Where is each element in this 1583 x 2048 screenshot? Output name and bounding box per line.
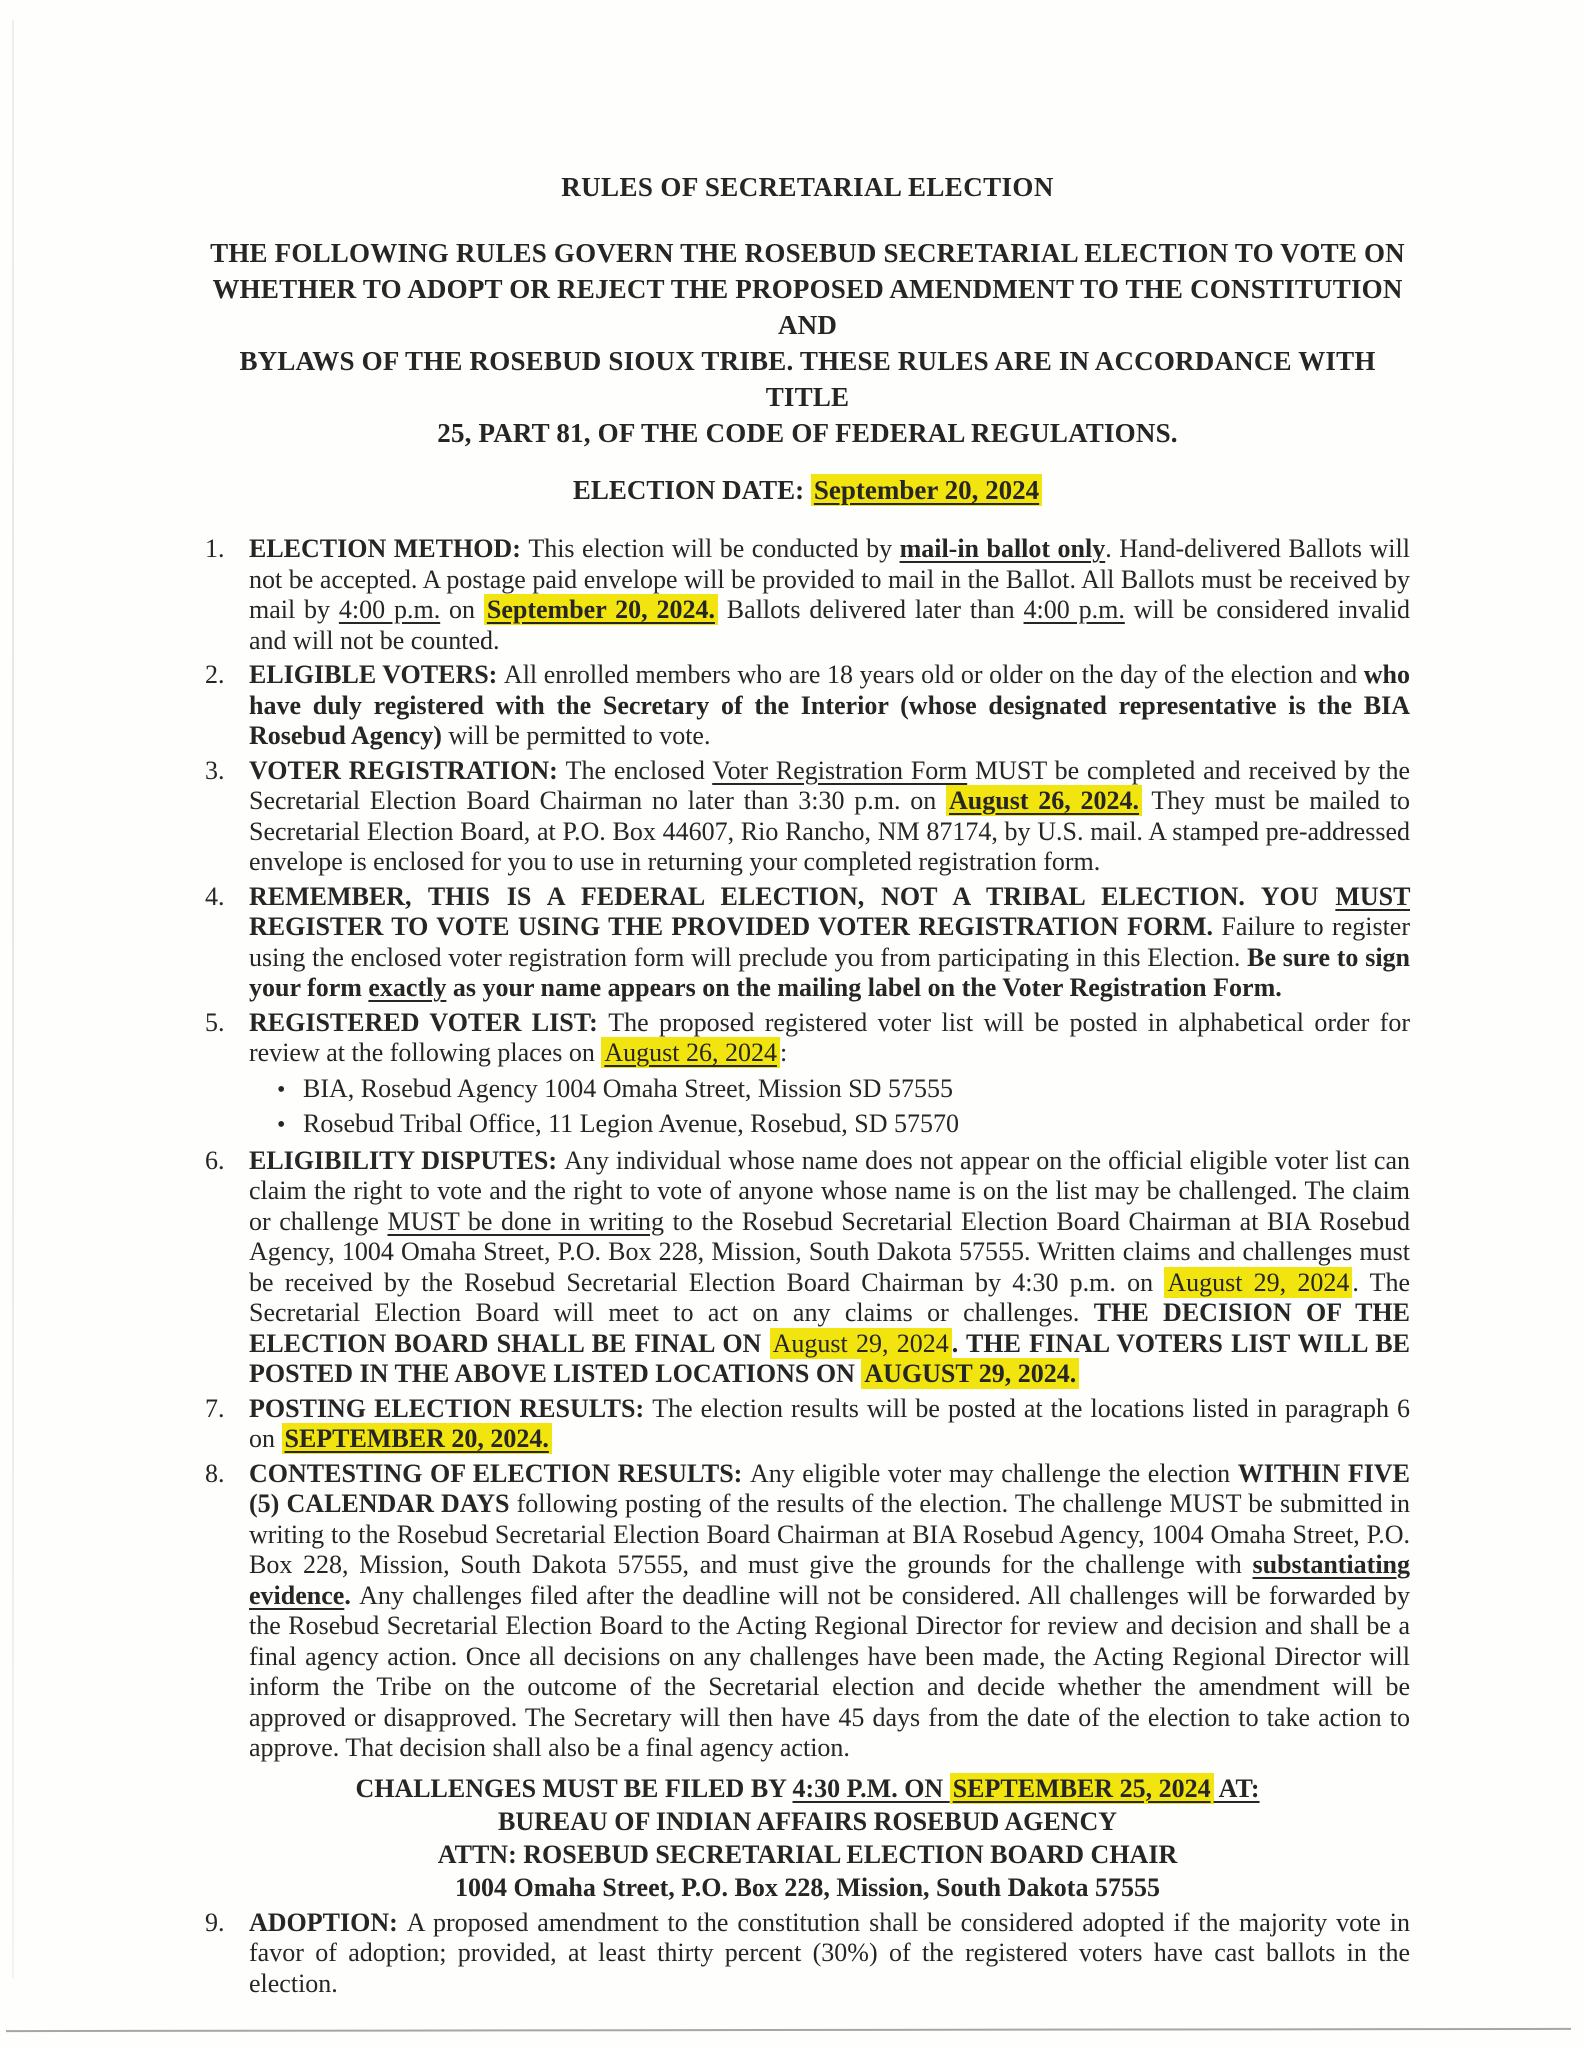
intro-line: BYLAWS OF THE ROSEBUD SIOUX TRIBE. THESE RULES ARE IN ACCORDANCE WITH TITLE xyxy=(239,346,1376,412)
item-number: 8. xyxy=(205,1458,225,1488)
item-text: ELIGIBLE VOTERS: All enrolled members who are 18 years old or older on the day of the election and who have duly registered with the Secretary of the Interior (whose designated representative is the BIA Rosebud Agency) will be permitted to vote. xyxy=(249,660,1410,750)
rules-list xyxy=(205,534,1410,1999)
election-date-line: ELECTION DATE: September 20, 2024 xyxy=(205,475,1410,506)
scan-bottom-edge-artifact xyxy=(6,2028,1571,2032)
item-number: 2. xyxy=(205,660,225,689)
item-text: VOTER REGISTRATION: The enclosed Voter Registration Form MUST be completed and received by the Secretarial Election Board Chairman no later than 3:30 p.m. on August 26, 2024. They must be mailed to Secretarial Election Board, at P.O. Box 44607, Rio Rancho, NM 87174, by U.S. mail. A stamped pre-addressed envelope is enclosed for you to use in returning your completed registration form. xyxy=(249,755,1410,876)
intro-line: THE FOLLOWING RULES GOVERN THE ROSEBUD SECRETARIAL ELECTION TO VOTE ON xyxy=(210,238,1405,268)
location-text: BIA, Rosebud Agency 1004 Omaha Street, Mission SD 57555 xyxy=(303,1073,953,1103)
item-text: ELECTION METHOD: This election will be conducted by mail-in ballot only. Hand-delivered Ballots will not be accepted. A postage paid envelope will be provided to mail in the Ballot. All Ballots must be received by mail by 4:00 p.m. on September 20, 2024. Ballots delivered later than 4:00 p.m. will be considered invalid and will not be counted. xyxy=(249,534,1411,655)
rule-item-9-adoption xyxy=(205,1908,1410,2000)
item-text: CONTESTING OF ELECTION RESULTS: Any eligible voter may challenge the election WITHIN FIVE (5) CALENDAR DAYS following posting of the results of the election. The challenge MUST be submitted in writing to the Rosebud Secretarial Election Board Chairman at BIA Rosebud Agency, 1004 Omaha Street, P.O. Box 228, Mission, South Dakota 57555, and must give the grounds for the challenge with substantiating evidence. Any challenges filed after the deadline will not be considered. All challenges will be forwarded by the Rosebud Secretarial Election Board to the Acting Regional Director for review and decision and shall be a final agency action. Once all decisions on any challenges have been made, the Acting Regional Director will inform the Tribe on the outcome of the Secretarial election and decide whether the amendment will be approved or disapproved. The Secretary will then have 45 days from the date of the election to take action to approve. That decision shall also be a final agency action. xyxy=(249,1458,1411,1762)
item-text: REGISTERED VOTER LIST: The proposed registered voter list will be posted in alphabetical order for review at the following places on August 26, 2024 : xyxy=(249,1007,1410,1067)
challenge-address-agency: BUREAU OF INDIAN AFFAIRS ROSEBUD AGENCY xyxy=(497,1806,1117,1836)
rule-item-4-remember-federal xyxy=(205,882,1410,1004)
document-title: RULES OF SECRETARIAL ELECTION xyxy=(561,172,1054,202)
rule-item-6-eligibility-disputes xyxy=(205,1146,1410,1390)
rule-item-8-contesting-results xyxy=(205,1459,1410,1904)
challenge-address-attn: ATTN: ROSEBUD SECRETARIAL ELECTION BOARD CHAIR xyxy=(437,1839,1178,1869)
rule-item-7-posting-results xyxy=(205,1394,1410,1455)
rule-item-1-election-method xyxy=(205,534,1410,656)
location-item xyxy=(277,1072,1410,1107)
item-text: ADOPTION: A proposed amendment to the constitution shall be considered adopted if the majority vote in favor of adoption; provided, at least thirty percent (30%) of the registered voters have cast ballots in the election. xyxy=(249,1907,1410,1998)
rule-item-5-registered-voter-list xyxy=(205,1008,1410,1142)
item-number: 3. xyxy=(205,755,225,785)
intro-line: WHETHER TO ADOPT OR REJECT THE PROPOSED AMENDMENT TO THE CONSTITUTION AND xyxy=(212,274,1403,340)
scan-left-edge-artifact xyxy=(12,20,14,1978)
challenge-address-street: 1004 Omaha Street, P.O. Box 228, Mission, South Dakota 57555 xyxy=(455,1872,1160,1902)
item-text: POSTING ELECTION RESULTS: The election results will be posted at the locations listed in paragraph 6 on SEPTEMBER 20, 2024. xyxy=(249,1393,1410,1453)
location-item xyxy=(277,1107,1410,1142)
challenge-deadline-line: CHALLENGES MUST BE FILED BY 4:30 P.M. ON SEPTEMBER 25, 2024 AT: xyxy=(355,1773,1260,1803)
item-number: 9. xyxy=(205,1907,225,1937)
bullet-icon: • xyxy=(277,1111,286,1138)
rule-item-2-eligible-voters xyxy=(205,660,1410,752)
document-content xyxy=(205,172,1410,2003)
rule-item-3-voter-registration xyxy=(205,756,1410,878)
item-number: 7. xyxy=(205,1393,225,1423)
location-text: Rosebud Tribal Office, 11 Legion Avenue, Rosebud, SD 57570 xyxy=(303,1108,959,1138)
item-text: REMEMBER, THIS IS A FEDERAL ELECTION, NOT A TRIBAL ELECTION. YOU MUST REGISTER TO VOTE USING THE PROVIDED VOTER REGISTRATION FORM. Failure to register using the enclosed voter registration form will preclude you from participating in this Election. Be sure to sign your form exactly as your name appears on the mailing label on the Voter Registration Form. xyxy=(249,881,1411,1002)
item-number: 6. xyxy=(205,1145,225,1175)
intro-paragraph xyxy=(205,235,1410,451)
item-number: 5. xyxy=(205,1007,225,1037)
item-number: 1. xyxy=(205,534,225,563)
item-number: 4. xyxy=(205,881,225,911)
intro-line: 25, PART 81, OF THE CODE OF FEDERAL REGULATIONS. xyxy=(437,418,1178,448)
posting-locations-list xyxy=(249,1072,1410,1142)
item-text: ELIGIBILITY DISPUTES: Any individual whose name does not appear on the official eligible voter list can claim the right to vote and the right to vote of anyone whose name is on the list may be challenged. The claim or challenge MUST be done in writing to the Rosebud Secretarial Election Board Chairman at BIA Rosebud Agency, 1004 Omaha Street, P.O. Box 228, Mission, South Dakota 57555. Written claims and challenges must be received by the Rosebud Secretarial Election Board Chairman by 4:30 p.m. on August 29, 2024 . The Secretarial Election Board will meet to act on any claims or challenges. THE DECISION OF THE ELECTION BOARD SHALL BE FINAL ON August 29, 2024 . THE FINAL VOTERS LIST WILL BE POSTED IN THE ABOVE LISTED LOCATIONS ON AUGUST 29, 2024. xyxy=(249,1145,1411,1388)
bullet-icon: • xyxy=(277,1076,286,1103)
